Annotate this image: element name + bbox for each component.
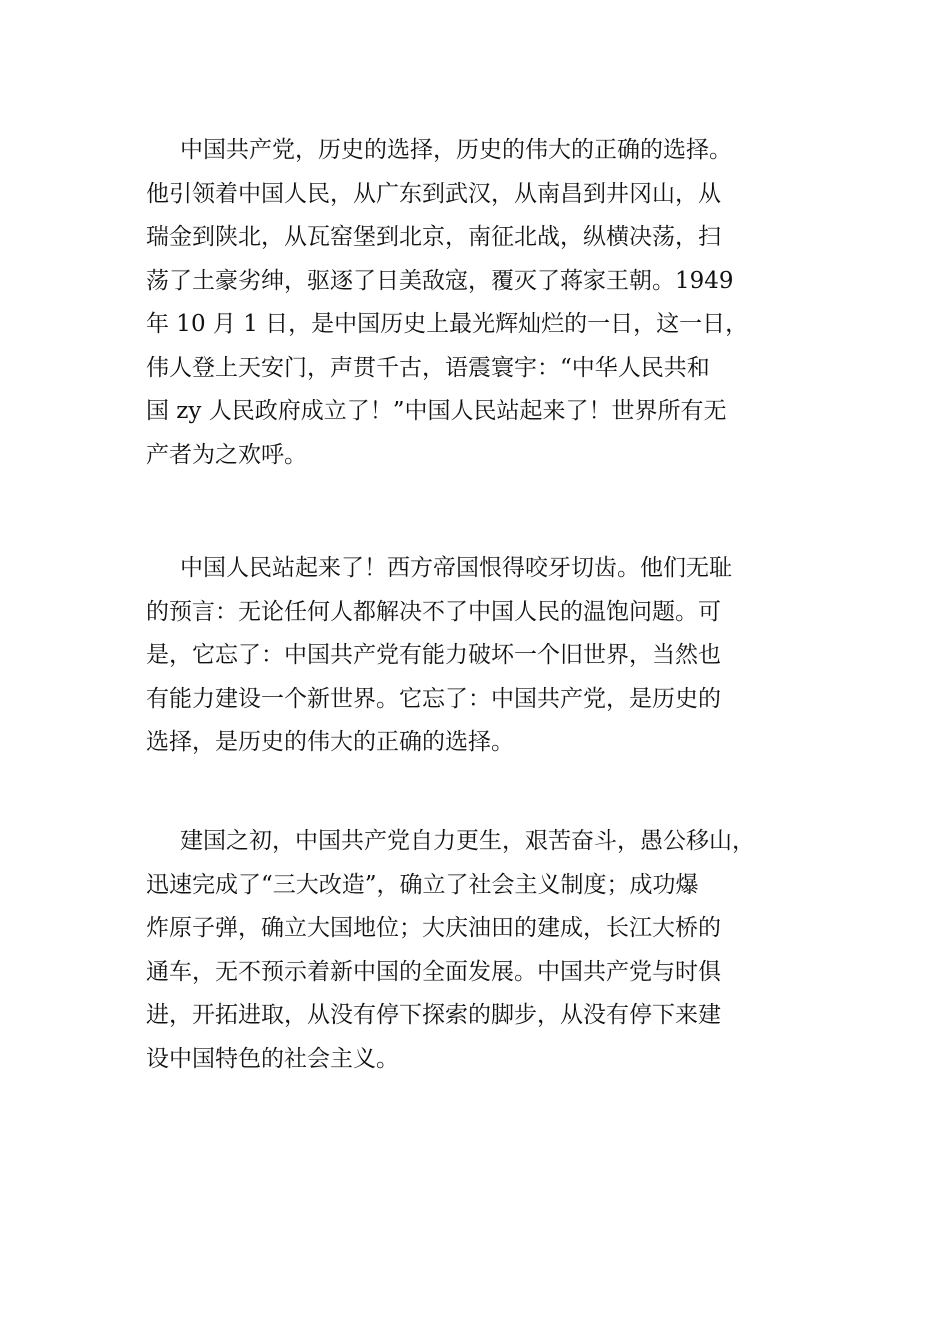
text-line: 设中国特色的社会主义。 (146, 1045, 399, 1072)
text-line: 荡了土豪劣绅，驱逐了日美敌寇，覆灭了蒋家王朝。1949 (146, 267, 734, 294)
text-line: 进，开拓进取，从没有停下探索的脚步，从没有停下来建 (146, 1002, 721, 1028)
paragraph-2 (146, 547, 732, 765)
paragraph-1 (146, 129, 748, 477)
text-line: 选择，是历史的伟大的正确的选择。 (146, 729, 514, 755)
text-line: 国 zy 人民政府成立了！”中国人民站起来了！世界所有无 (146, 398, 727, 424)
text-line: 他引领着中国人民，从广东到武汉，从南昌到井冈山，从 (146, 180, 721, 207)
text-line: 有能力建设一个新世界。它忘了：中国共产党，是历史的 (146, 685, 721, 712)
text-line: 中国人民站起来了！西方帝国恨得咬牙切齿。他们无耻 (180, 555, 732, 581)
text-line: 炸原子弹，确立大国地位；大庆油田的建成，长江大桥的 (146, 915, 721, 941)
text-line: 瑞金到陕北，从瓦窑堡到北京，南征北战，纵横决荡，扫 (146, 224, 721, 250)
text-line: 中国共产党，历史的选择，历史的伟大的正确的选择。 (180, 137, 732, 163)
text-line: 年 10 月 1 日，是中国历史上最光辉灿烂的一日，这一日， (146, 311, 749, 337)
paragraph-3 (146, 820, 755, 1081)
text-line: 产者为之欢呼。 (146, 441, 307, 468)
text-line: 的预言：无论任何人都解决不了中国人民的温饱问题。可 (146, 598, 721, 625)
text-line: 建国之初，中国共产党自力更生，艰苦奋斗，愚公移山， (180, 828, 755, 854)
text-line: 伟人登上天安门，声贯千古，语震寰宇：“中华人民共和 (146, 354, 710, 381)
text-line: 通车，无不预示着新中国的全面发展。中国共产党与时俱 (146, 958, 721, 985)
text-line: 是，它忘了：中国共产党有能力破坏一个旧世界，当然也 (146, 642, 721, 668)
text-line: 迅速完成了“三大改造”，确立了社会主义制度；成功爆 (146, 871, 699, 898)
